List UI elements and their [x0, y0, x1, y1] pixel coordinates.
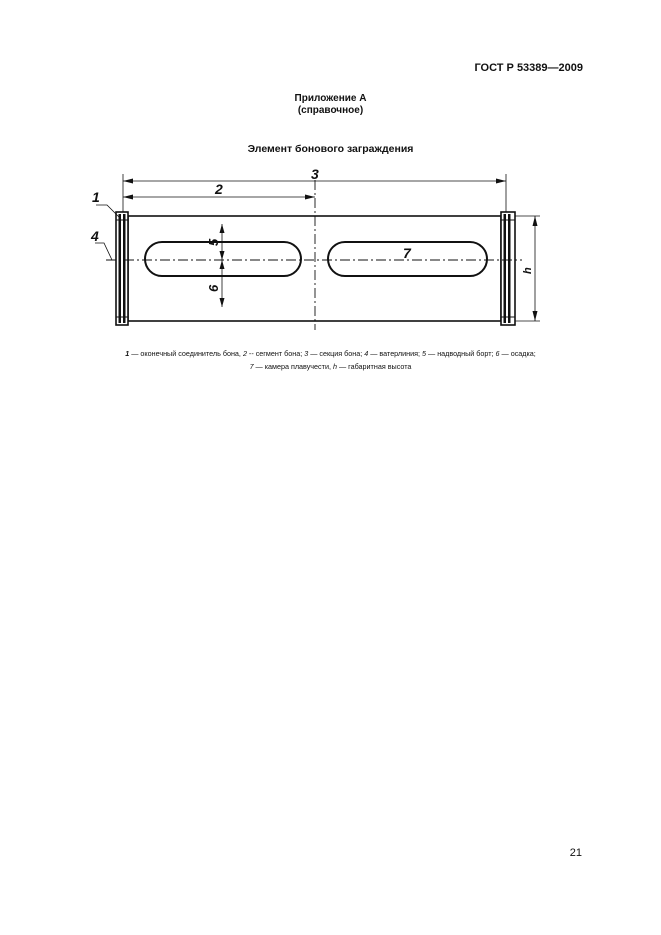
left-end-connector — [116, 212, 128, 325]
callout-3: 3 — [311, 166, 319, 182]
callout-7: 7 — [403, 245, 411, 261]
caption-text-6: — осадка; — [499, 349, 536, 358]
callout-1: 1 — [92, 189, 100, 205]
appendix-title: Приложение А — [294, 93, 367, 104]
right-end-connector — [501, 212, 515, 325]
caption-num-3: 3 — [304, 349, 309, 358]
caption-text-2: -- сегмент бона; — [246, 349, 305, 358]
callout-2: 2 — [215, 181, 223, 197]
figure-caption-line-2 — [0, 362, 661, 371]
caption-text-7: — камера плавучести, — [253, 362, 333, 371]
caption-text-3: — секция бона; — [308, 349, 365, 358]
caption-num-h: h — [332, 362, 337, 371]
caption-text-h: — габаритная высота — [336, 362, 412, 371]
figure-caption-line-1 — [0, 349, 661, 358]
appendix-subtitle: (справочное) — [297, 105, 364, 116]
caption-num-2: 2 — [242, 349, 247, 358]
callout-6: 6 — [206, 284, 221, 292]
caption-text-5: — надводный борт; — [426, 349, 496, 358]
boom-body — [128, 216, 501, 321]
caption-num-1: 1 — [125, 349, 130, 358]
leader-line-4 — [95, 243, 112, 260]
buoyancy-chamber-left — [145, 242, 301, 276]
caption-text-1: — оконечный соединитель бона, — [129, 349, 243, 358]
page-number: 21 — [569, 847, 582, 859]
figure-title: Элемент бонового заграждения — [247, 143, 414, 155]
document-standard-number: ГОСТ Р 53389—2009 — [474, 62, 583, 74]
caption-num-5: 5 — [422, 349, 427, 358]
callout-4: 4 — [91, 228, 99, 244]
caption-text-4: — ватерлиния; — [368, 349, 423, 358]
caption-num-4: 4 — [364, 349, 369, 358]
caption-num-6: 6 — [495, 349, 500, 358]
caption-num-7: 7 — [249, 362, 254, 371]
dimension-freeboard-draft — [220, 224, 225, 307]
boom-element-drawing — [0, 160, 661, 340]
callout-h: h — [522, 267, 534, 274]
callout-5: 5 — [206, 238, 221, 246]
